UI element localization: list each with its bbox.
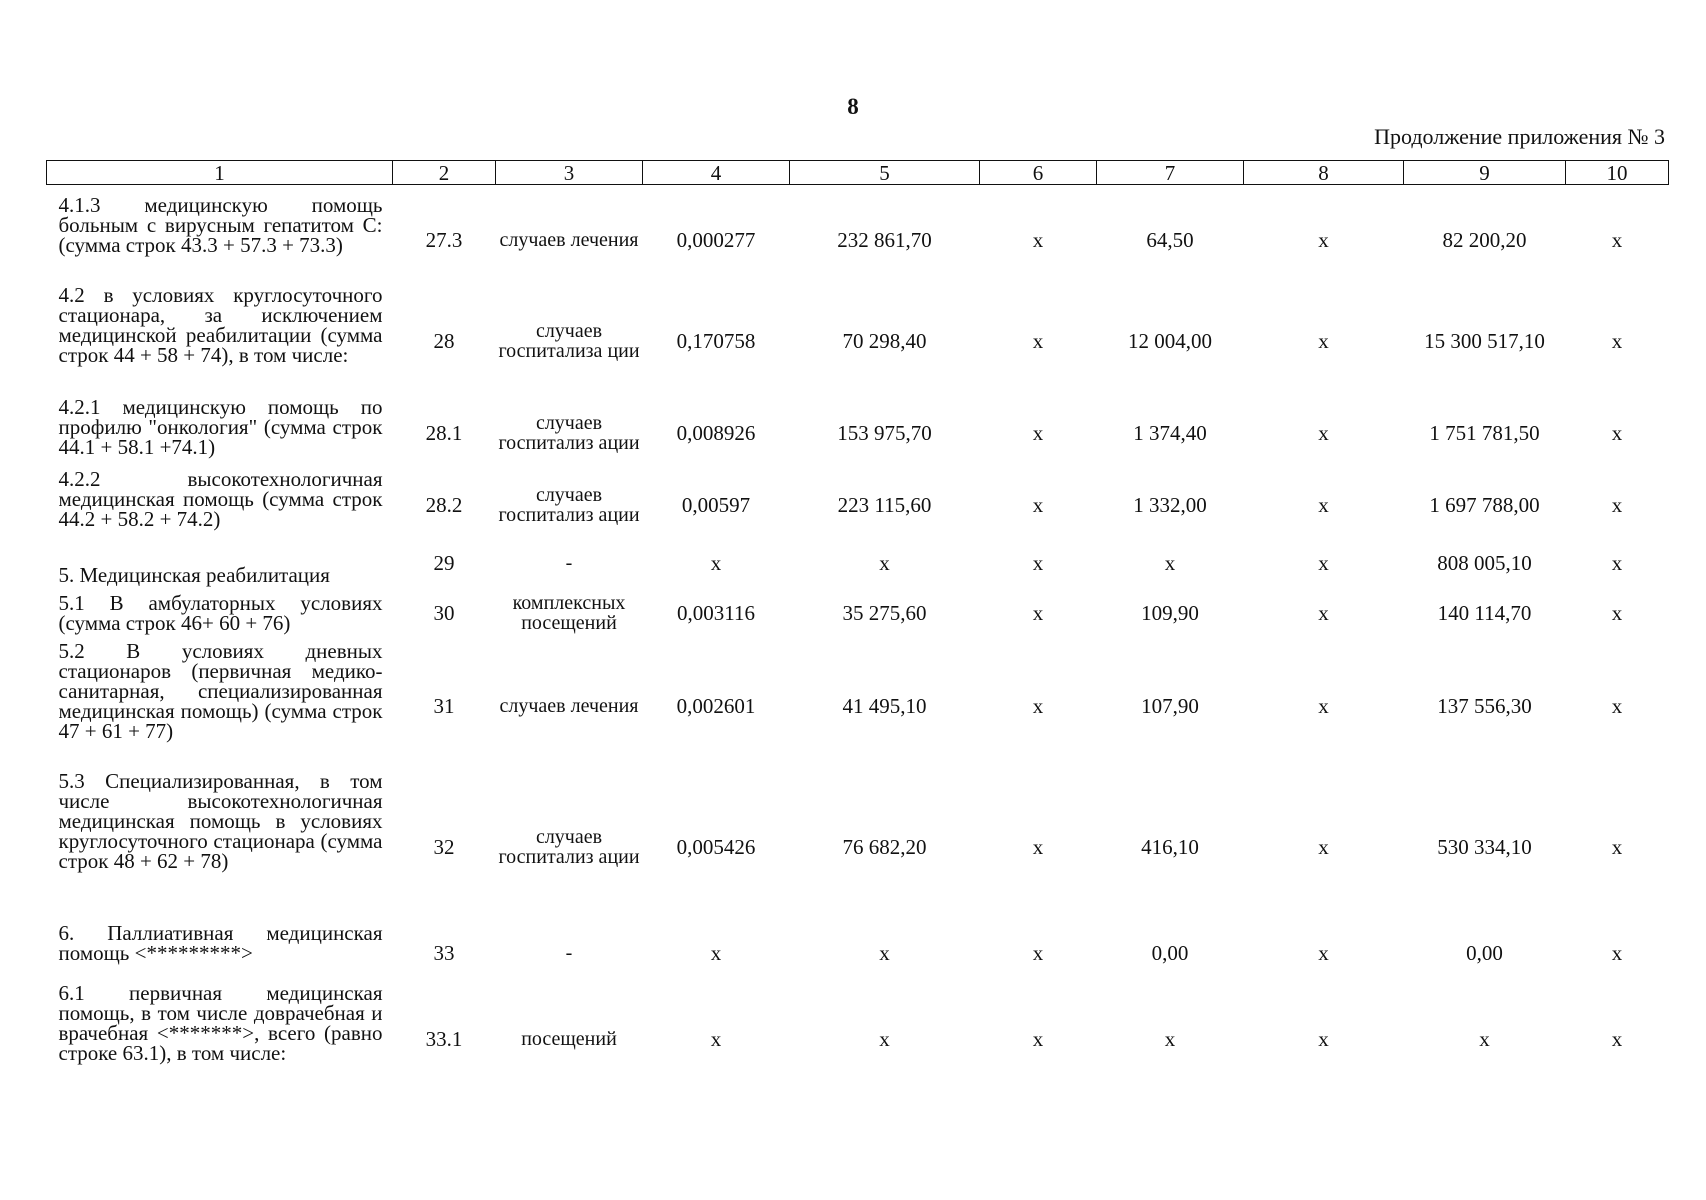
table-row: [47, 585, 1669, 641]
row-number: 32: [433, 835, 455, 859]
cell-col-4: 0,00597: [681, 493, 751, 517]
cell-col-6: х: [1032, 835, 1044, 859]
cell-col-9: 808 005,10: [1437, 551, 1532, 575]
cell-col-4: 0,000277: [676, 228, 756, 252]
row-description: 4.2.1 медицинскую помощь по профилю "онкология" (сумма строк 44.1 + 58.1 +74.1): [58, 395, 383, 459]
cell-col-10: х: [1611, 551, 1623, 575]
cell-col-6: х: [1032, 1027, 1044, 1051]
column-header: 10: [1566, 161, 1669, 185]
row-unit: посещений: [521, 1028, 617, 1050]
row-unit: случаев лечения: [499, 229, 639, 251]
cell-col-6: х: [1032, 493, 1044, 517]
row-description: 4.1.3 медицинскую помощь больным с вирусным гепатитом С: (сумма строк 43.3 + 57.3 + 73.3): [58, 193, 383, 257]
cell-col-7: 109,90: [1141, 601, 1199, 625]
row-description: 6. Паллиативная медицинская помощь <*********>: [58, 921, 383, 965]
row-description: 5.2 В условиях дневных стационаров (первичная медико-санитарная, специализированная медицинская помощь) (сумма строк 47 + 61 + 77): [58, 639, 383, 743]
cell-col-5: 76 682,20: [842, 835, 927, 859]
cell-col-10: х: [1611, 694, 1623, 718]
cell-col-8: х: [1318, 941, 1329, 965]
cell-col-9: 0,00: [1466, 941, 1503, 965]
cell-col-5: х: [879, 1027, 890, 1051]
cell-col-6: х: [1032, 694, 1044, 718]
column-header: 4: [643, 161, 790, 185]
data-table: [46, 160, 1669, 1095]
cell-col-5: 223 115,60: [837, 493, 932, 517]
row-description: 4.2.2 высокотехнологичная медицинская помощь (сумма строк 44.2 + 58.2 + 74.2): [58, 467, 383, 531]
table-row: [47, 285, 1669, 397]
cell-col-8: х: [1318, 694, 1329, 718]
cell-col-4: 0,002601: [676, 694, 756, 718]
row-unit: -: [565, 942, 573, 964]
table-row: [47, 641, 1669, 771]
row-unit: случаев госпитализ ации: [498, 412, 640, 454]
table-row: [47, 469, 1669, 541]
cell-col-5: 41 495,10: [842, 694, 927, 718]
row-number: 28.1: [425, 421, 463, 445]
row-number: 31: [433, 694, 455, 718]
cell-col-6: х: [1032, 421, 1044, 445]
row-description: 6.1 первичная медицинская помощь, в том числе доврачебная и врачебная <*******>, всего (равно строке 63.1), в том числе:: [58, 981, 383, 1065]
cell-col-9: 1 697 788,00: [1429, 493, 1540, 517]
table-row: [47, 983, 1669, 1095]
cell-col-10: х: [1611, 493, 1623, 517]
cell-col-7: 0,00: [1151, 941, 1189, 965]
cell-col-6: х: [1032, 941, 1044, 965]
column-header: 5: [790, 161, 980, 185]
cell-col-9: х: [1479, 1027, 1490, 1051]
cell-col-4: х: [710, 941, 722, 965]
table-row: [47, 195, 1669, 285]
column-header: 6: [980, 161, 1097, 185]
cell-col-8: х: [1318, 493, 1329, 517]
row-number: 29: [433, 551, 455, 575]
row-number: 28: [433, 329, 455, 353]
cell-col-10: х: [1611, 1027, 1623, 1051]
row-description: 5.3 Специализированная, в том числе высокотехнологичная медицинская помощь в условиях круглосуточного стационара (сумма строк 48 + 62 + 78): [58, 769, 383, 873]
cell-col-4: 0,008926: [676, 421, 756, 445]
cell-col-5: 153 975,70: [837, 421, 932, 445]
row-unit: случаев лечения: [499, 695, 639, 717]
cell-col-7: х: [1164, 1027, 1176, 1051]
cell-col-8: х: [1318, 329, 1329, 353]
row-number: 27.3: [425, 228, 463, 252]
cell-col-4: 0,170758: [676, 329, 756, 353]
cell-col-7: 12 004,00: [1128, 329, 1212, 353]
row-number: 28.2: [425, 493, 463, 517]
cell-col-9: 15 300 517,10: [1424, 329, 1545, 353]
cell-col-7: х: [1164, 551, 1176, 575]
cell-col-5: 232 861,70: [837, 228, 932, 252]
cell-col-9: 137 556,30: [1437, 694, 1532, 718]
cell-col-5: 70 298,40: [842, 329, 927, 353]
cell-col-6: х: [1032, 551, 1044, 575]
column-header: 7: [1097, 161, 1244, 185]
table-body: [47, 185, 1669, 1096]
row-unit: комплексных посещений: [512, 592, 626, 634]
cell-col-8: х: [1318, 421, 1329, 445]
table-row: [47, 397, 1669, 469]
cell-col-4: х: [710, 551, 722, 575]
column-header: 8: [1244, 161, 1404, 185]
header-row: [47, 161, 1669, 185]
cell-col-8: х: [1318, 551, 1329, 575]
cell-col-10: х: [1611, 329, 1623, 353]
row-unit: случаев госпитализ ации: [498, 484, 640, 526]
cell-col-6: х: [1032, 601, 1044, 625]
table-header: [47, 161, 1669, 185]
cell-col-6: х: [1032, 228, 1044, 252]
cell-col-9: 140 114,70: [1437, 601, 1532, 625]
cell-col-5: 35 275,60: [842, 601, 927, 625]
column-header: 2: [393, 161, 496, 185]
row-unit: случаев госпитализ ации: [498, 826, 640, 868]
column-header: 9: [1404, 161, 1566, 185]
row-unit: случаев госпитализа ции: [498, 320, 640, 362]
page-number: 8: [847, 94, 859, 119]
cell-col-5: х: [879, 551, 890, 575]
table-row: [47, 771, 1669, 923]
cell-col-8: х: [1318, 228, 1329, 252]
row-number: 30: [433, 601, 455, 625]
column-header: 3: [496, 161, 643, 185]
cell-col-8: х: [1318, 1027, 1329, 1051]
cell-col-4: 0,003116: [677, 601, 755, 625]
column-header: 1: [47, 161, 393, 185]
row-description: 4.2 в условиях круглосуточного стационара, за исключением медицинской реабилитации (сумма строк 44 + 58 + 74), в том числе:: [58, 283, 383, 367]
cell-col-10: х: [1611, 228, 1623, 252]
row-description: 5.1 В амбулаторных условиях (сумма строк 46+ 60 + 76): [58, 591, 383, 635]
row-number: 33: [433, 941, 455, 965]
row-description: 5. Медицинская реабилитация: [58, 563, 330, 587]
cell-col-6: х: [1032, 329, 1044, 353]
cell-col-10: х: [1611, 601, 1623, 625]
cell-col-10: х: [1611, 941, 1623, 965]
cell-col-9: 530 334,10: [1437, 835, 1532, 859]
appendix-note: Продолжение приложения № 3: [1374, 124, 1665, 149]
cell-col-9: 82 200,20: [1442, 228, 1527, 252]
cell-col-7: 1 332,00: [1133, 493, 1207, 517]
cell-col-7: 416,10: [1141, 835, 1199, 859]
cell-col-10: х: [1611, 421, 1623, 445]
cell-col-9: 1 751 781,50: [1429, 421, 1540, 445]
cell-col-4: х: [710, 1027, 722, 1051]
cell-col-10: х: [1611, 835, 1623, 859]
table-row: [47, 541, 1669, 585]
cell-col-7: 64,50: [1146, 228, 1194, 252]
cell-col-8: х: [1318, 601, 1329, 625]
row-number: 33.1: [425, 1027, 463, 1051]
cell-col-7: 107,90: [1141, 694, 1199, 718]
table-row: [47, 923, 1669, 983]
cell-col-7: 1 374,40: [1133, 421, 1207, 445]
cell-col-8: х: [1318, 835, 1329, 859]
cell-col-5: х: [879, 941, 890, 965]
row-unit: -: [565, 552, 573, 574]
cell-col-4: 0,005426: [676, 835, 756, 859]
